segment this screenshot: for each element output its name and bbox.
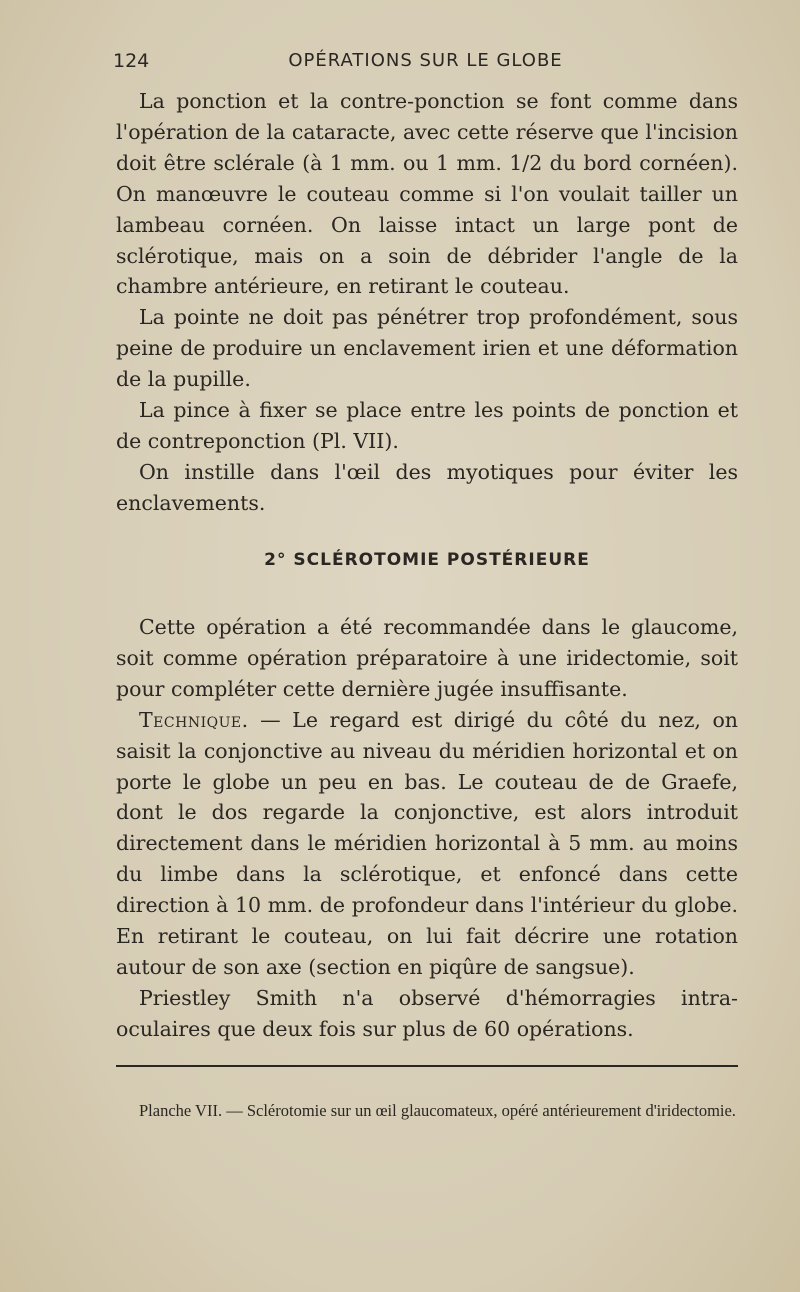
paragraph: Cette opération a été recommandée dans le glaucome, soit comme opération préparatoire à une iridectomie, soit pour compléter cette dernière jugée insuffisante. — [116, 615, 738, 701]
paragraph: La pince à fixer se place entre les points de ponction et de contreponction (Pl. VII). — [116, 398, 738, 453]
plate-caption — [116, 1100, 738, 1122]
caption-text: Planche VII. — Sclérotomie sur un œil glaucomateux, opéré antérieurement d'iridectomie. — [139, 1101, 736, 1120]
paragraph: Priestley Smith n'a observé d'hémorragies intra-oculaires que deux fois sur plus de 60 opérations. — [116, 985, 738, 1041]
section-heading: 2° SCLÉROTOMIE POSTÉRIEURE — [264, 550, 590, 570]
section-1-text — [116, 86, 738, 519]
paragraph: On instille dans l'œil des myotiques pour éviter les enclavements. — [116, 459, 738, 515]
page-header — [113, 50, 738, 78]
paragraph: La pointe ne doit pas pénétrer trop profondément, sous peine de produire un enclavement irien et une déformation de la pupille. — [116, 305, 738, 392]
technique-text: — Le regard est dirigé du côté du nez, on saisit la conjonctive au niveau du méridien horizontal et on porte le globe un peu en bas. Le couteau de de Graefe, dont le dos regarde la conjonctive, est alors introduit directement dans le méridien horizontal à 5 mm. au moins du limbe dans la sclérotique, et enfoncé dans cette direction à 10 mm. de profondeur dans l'intérieur du globe. En retirant le couteau, on lui fait décrire une rotation autour de son axe (section en piqûre de sangsue). — [116, 707, 738, 979]
section-2-text — [116, 612, 738, 1045]
paragraph-technique — [116, 705, 738, 983]
page-number: 124 — [113, 50, 150, 72]
paragraph: La ponction et la contre-ponction se font comme dans l'opération de la cataracte, avec cette réserve que l'incision doit être sclérale (à 1 mm. ou 1 mm. 1/2 du bord cornéen). On manœuvre le couteau comme si l'on voulait tailler un lambeau cornéen. On laisse intact un large pont de sclérotique, mais on a soin de débrider l'angle de la chambre antérieure, en retirant le couteau. — [116, 89, 738, 299]
figure-rule — [116, 1065, 738, 1067]
running-head: OPÉRATIONS SUR LE GLOBE — [288, 50, 563, 71]
technique-label: Technique. — [139, 707, 249, 732]
